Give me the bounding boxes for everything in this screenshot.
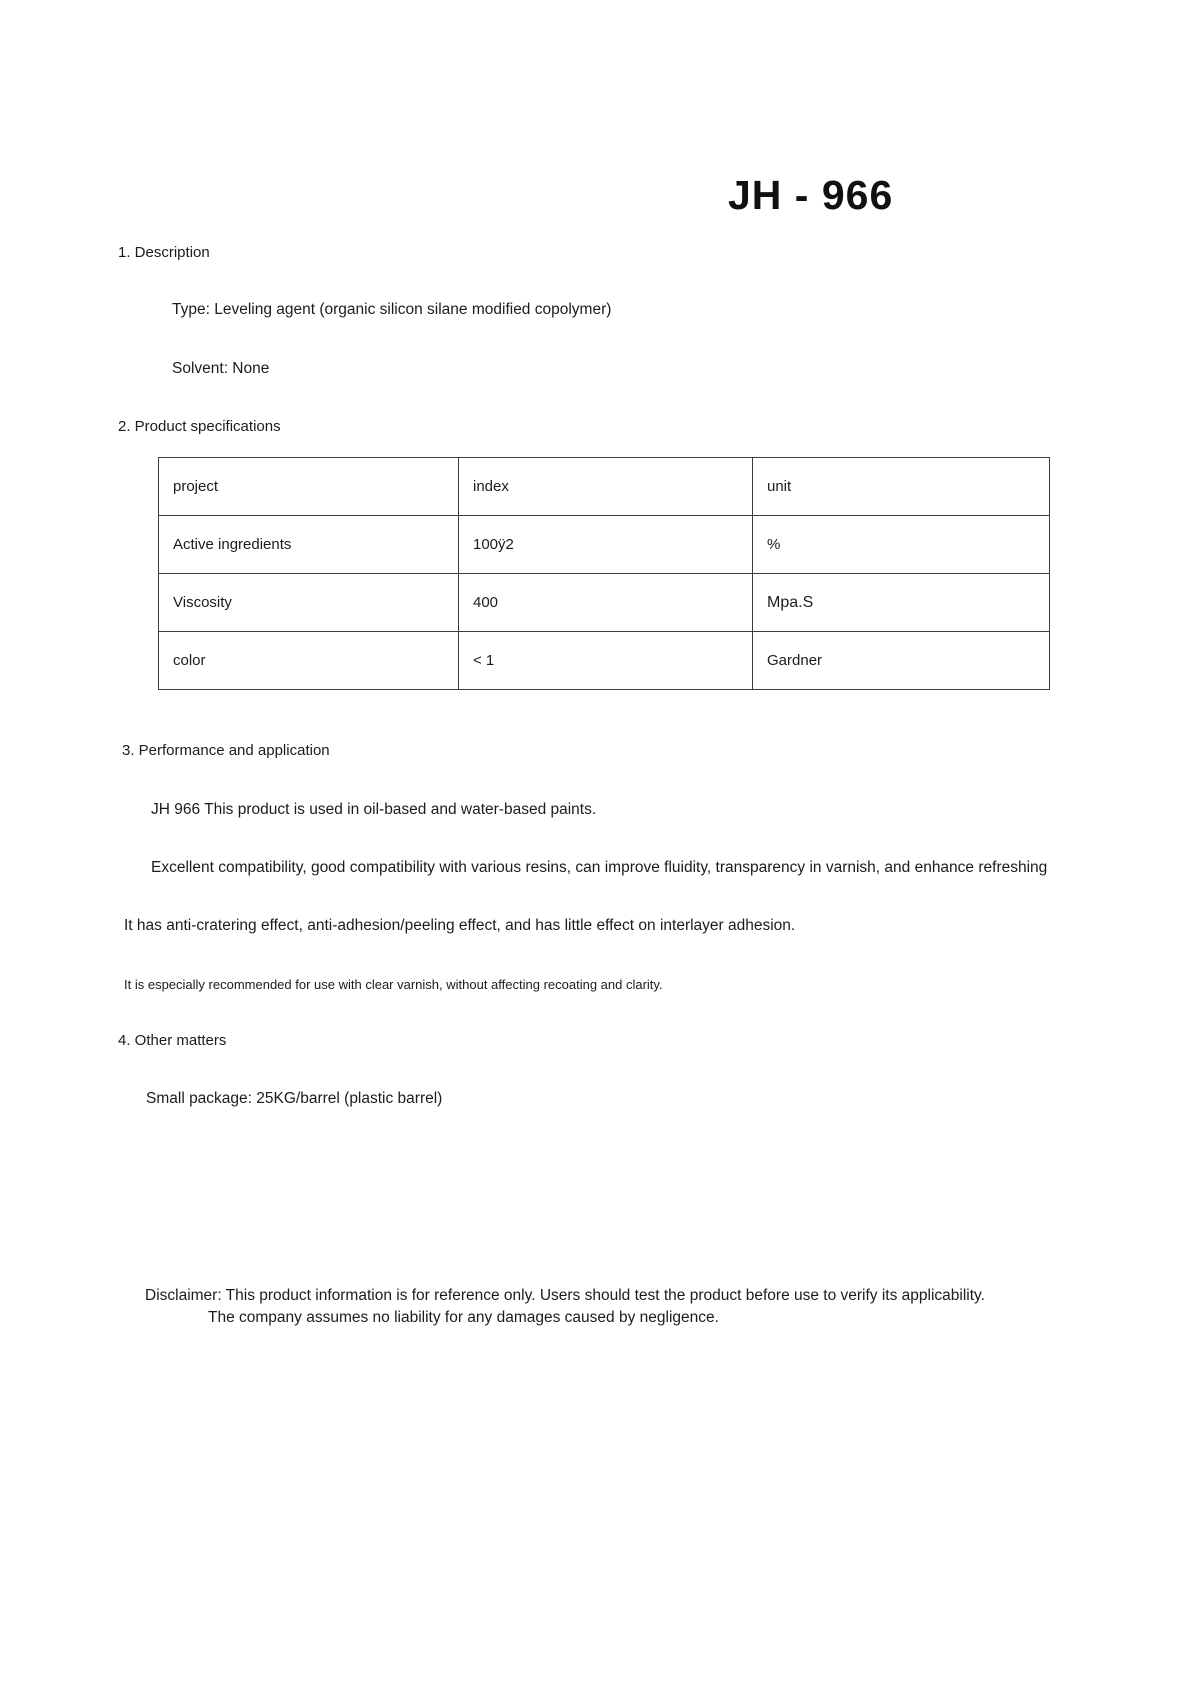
performance-paragraph-1: JH 966 This product is used in oil-based and water-based paints.: [151, 801, 597, 818]
description-type-line: Type: Leveling agent (organic silicon silane modified copolymer): [172, 301, 612, 318]
spec-cell-project: Viscosity: [159, 574, 459, 632]
table-row: [159, 516, 1050, 574]
other-matters-package-line: Small package: 25KG/barrel (plastic barrel): [146, 1090, 443, 1107]
spec-cell-index: < 1: [459, 632, 753, 690]
performance-paragraph-4: It is especially recommended for use with clear varnish, without affecting recoating and clarity.: [124, 977, 663, 992]
section-heading-specifications: 2. Product specifications: [118, 418, 281, 435]
description-solvent-line: Solvent: None: [172, 360, 270, 377]
section-heading-description: 1. Description: [118, 244, 210, 261]
spec-table: [158, 457, 1050, 690]
section-heading-other-matters: 4. Other matters: [118, 1032, 227, 1049]
spec-table-header-row: [159, 458, 1050, 516]
spec-cell-project: Active ingredients: [159, 516, 459, 574]
product-title: JH - 966: [728, 172, 894, 218]
spec-cell-index: 400: [459, 574, 753, 632]
spec-cell-project: color: [159, 632, 459, 690]
spec-cell-unit: Mpa.S: [753, 574, 1050, 632]
table-row: [159, 574, 1050, 632]
spec-header-unit: unit: [753, 458, 1050, 516]
spec-header-project: project: [159, 458, 459, 516]
spec-cell-unit: %: [753, 516, 1050, 574]
performance-paragraph-3: It has anti-cratering effect, anti-adhesion/peeling effect, and has little effect on interlayer adhesion.: [124, 917, 796, 934]
disclaimer-line-2: The company assumes no liability for any damages caused by negligence.: [208, 1309, 719, 1326]
disclaimer-line-1: Disclaimer: This product information is for reference only. Users should test the product before use to verify its applicability.: [145, 1287, 985, 1304]
performance-paragraph-2: Excellent compatibility, good compatibility with various resins, can improve fluidity, transparency in varnish, and enhance refreshing: [151, 859, 1048, 876]
table-row: [159, 632, 1050, 690]
spec-cell-index: 100ÿ2: [459, 516, 753, 574]
section-heading-performance: 3. Performance and application: [122, 742, 330, 759]
spec-header-index: index: [459, 458, 753, 516]
spec-cell-unit: Gardner: [753, 632, 1050, 690]
